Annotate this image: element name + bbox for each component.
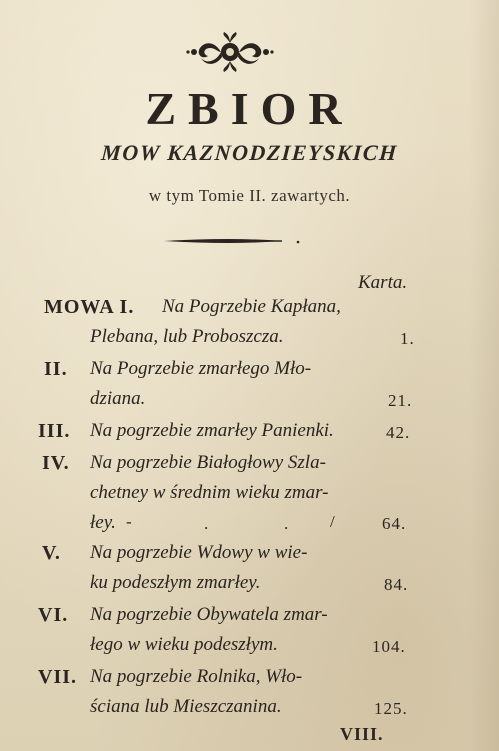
entry-5-page: 84. [384,575,409,594]
volume-line: w tym Tomie II. zawartych. [148,186,351,205]
page-subtitle: MOW KAZNODZIEYSKICH [100,140,399,165]
flourish-ornament-icon [180,30,280,74]
entry-7-line-2: ściana lub Mieszczanina. [90,696,282,717]
entry-2-line-2: dziana. [90,388,146,409]
leader-dot: / [330,512,335,531]
entry-1-line-2: Plebana, lub Proboszcza. [90,326,284,347]
entry-1-line-1: Na Pogrzebie Kapłana, [162,296,341,317]
page-title: ZBIOR [145,83,354,134]
entry-3-line-1: Na pogrzebie zmarłey Panienki. [90,420,334,441]
entry-3-number: III. [38,420,71,442]
entry-1-number: MOWA I. [44,296,135,318]
entry-4-page: 64. [382,514,407,533]
leader-dot: - [126,512,132,531]
entry-7-page: 125. [374,699,408,718]
entry-2-page: 21. [388,391,413,410]
entry-4-line-3: łey. [90,512,116,533]
entry-7-number: VII. [38,666,78,688]
entry-6-line-1: Na pogrzebie Obywatela zmar- [90,604,328,625]
entry-1-page: 1. [400,329,415,348]
entry-4-number: IV. [42,452,70,474]
entry-4-line-2: chetney w średnim wieku zmar- [90,482,329,503]
entry-3-page: 42. [386,423,411,442]
leader-dot: . [284,514,289,533]
entry-2-number: II. [44,358,68,380]
entry-6-number: VI. [38,604,69,626]
entry-4-line-1: Na pogrzebie Białogłowy Szla- [90,452,326,473]
entry-7-line-1: Na pogrzebie Rolnika, Wło- [90,666,303,687]
column-header-karta: Karta. [358,272,408,293]
decorative-rule [162,236,302,246]
catchword: VIII. [340,724,384,744]
entry-5-line-1: Na pogrzebie Wdowy w wie- [90,542,308,563]
entry-6-page: 104. [372,637,406,656]
entry-5-number: V. [42,542,61,564]
entry-5-line-2: ku podeszłym zmarłey. [90,572,261,593]
entry-6-line-2: łego w wieku podeszłym. [90,634,278,655]
leader-dot: . [204,514,209,533]
entry-2-line-1: Na Pogrzebie zmarłego Mło- [90,358,312,379]
